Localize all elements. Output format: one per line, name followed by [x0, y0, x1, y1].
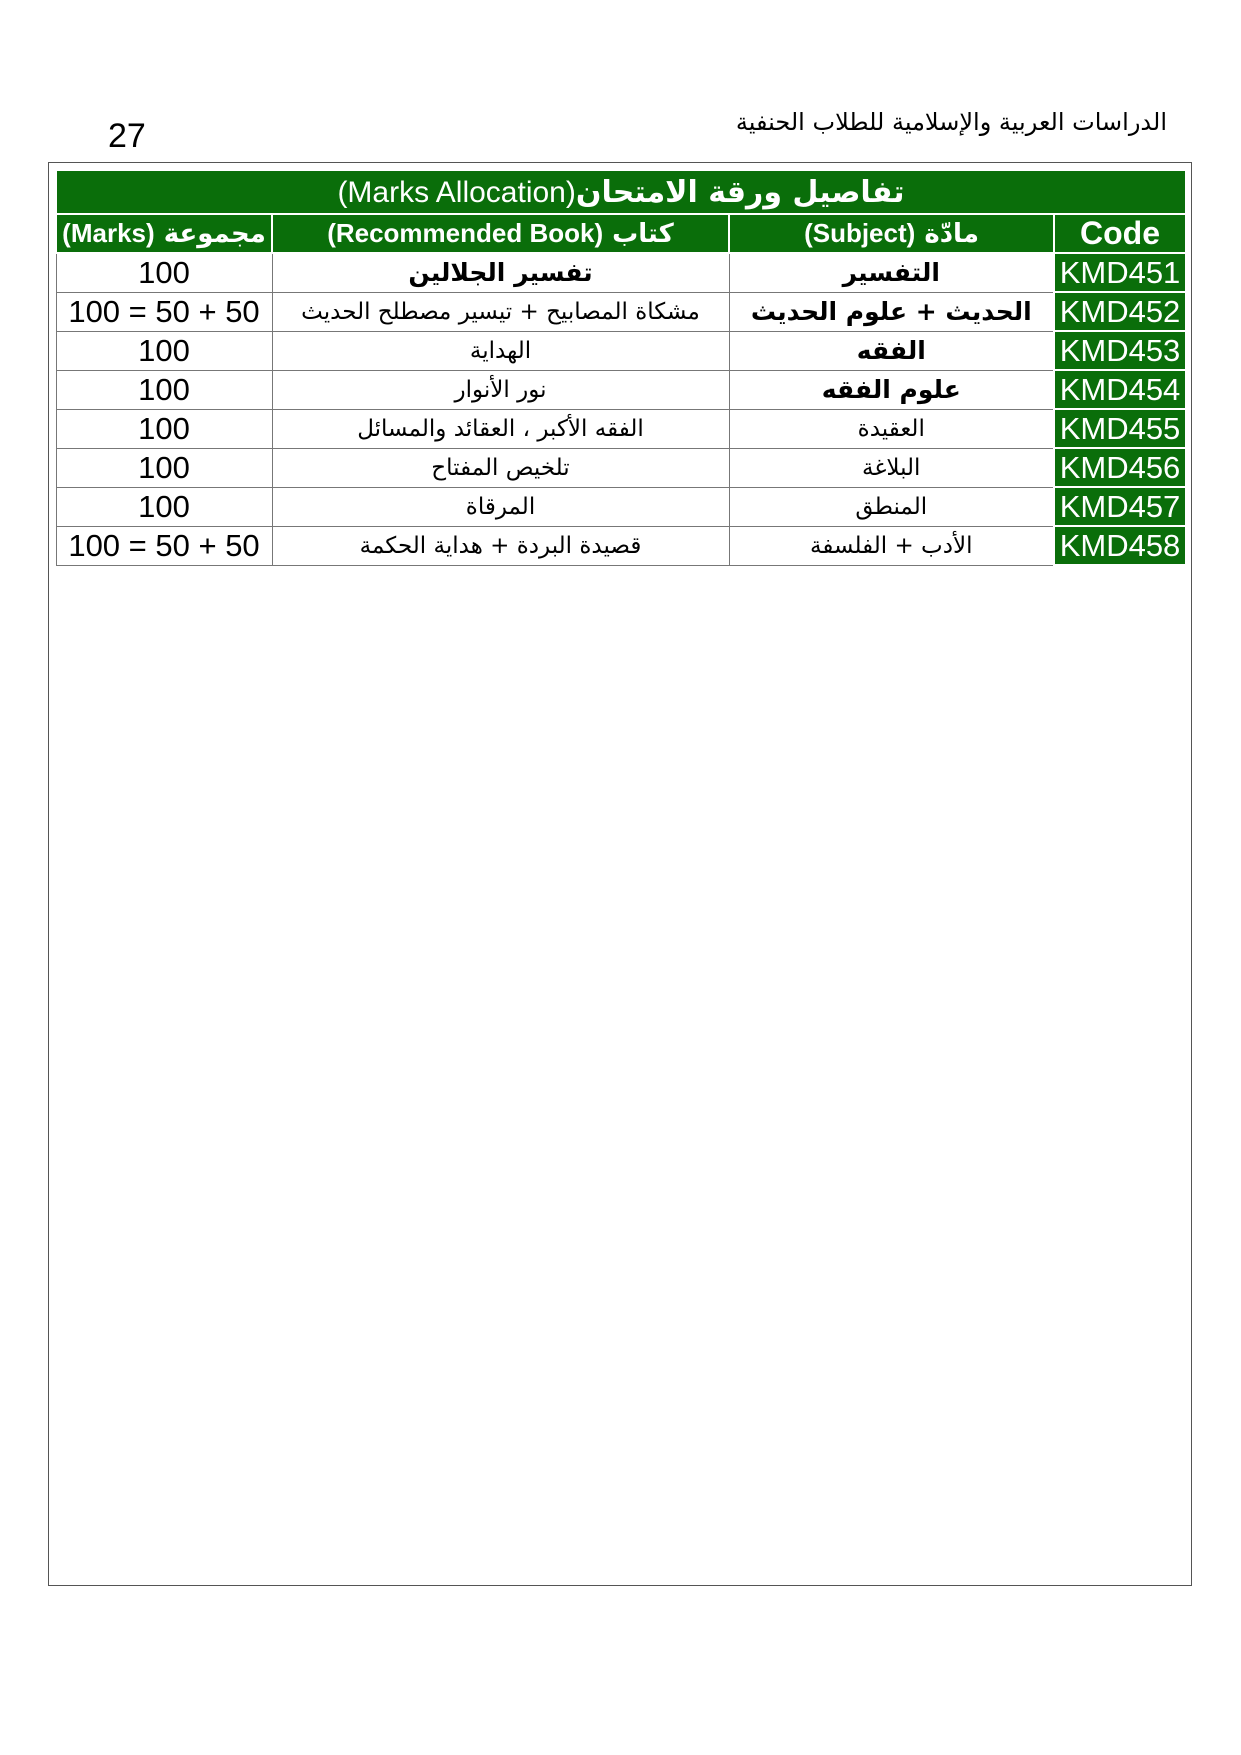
code-cell: KMD451 — [1054, 253, 1186, 292]
marks-cell: 100 — [56, 409, 272, 448]
column-header-marks-ar: مجموعة — [163, 219, 266, 249]
marks-cell: 100 — [56, 487, 272, 526]
table-row — [56, 331, 1186, 370]
subject-cell: الحديث + علوم الحديث — [729, 292, 1054, 331]
running-header: الدراسات العربية والإسلامية للطلاب الحنفية — [735, 108, 1167, 136]
table-title-ar: تفاصيل ورقة الامتحان — [575, 174, 905, 210]
code-cell: KMD453 — [1054, 331, 1186, 370]
subject-cell: البلاغة — [729, 448, 1054, 487]
marks-cell: 100 — [56, 448, 272, 487]
table-row — [56, 526, 1186, 565]
book-cell: تفسير الجلالين — [272, 253, 729, 292]
book-cell: المرقاة — [272, 487, 729, 526]
table-title — [56, 170, 1186, 214]
subject-cell: العقيدة — [729, 409, 1054, 448]
marks-allocation-table — [55, 169, 1187, 566]
code-cell: KMD454 — [1054, 370, 1186, 409]
book-cell: نور الأنوار — [272, 370, 729, 409]
book-cell: قصيدة البردة + هداية الحكمة — [272, 526, 729, 565]
marks-cell: 100 = 50 + 50 — [56, 526, 272, 565]
page-frame — [48, 162, 1192, 1586]
book-cell: تلخيص المفتاح — [272, 448, 729, 487]
subject-cell: علوم الفقه — [729, 370, 1054, 409]
table-header-row — [56, 214, 1186, 253]
page-number: 27 — [108, 117, 146, 155]
book-cell: الهداية — [272, 331, 729, 370]
subject-cell: الأدب + الفلسفة — [729, 526, 1054, 565]
code-cell: KMD455 — [1054, 409, 1186, 448]
code-cell: KMD458 — [1054, 526, 1186, 565]
column-header-subject-en: (Subject) — [804, 218, 916, 248]
book-cell: الفقه الأكبر ، العقائد والمسائل — [272, 409, 729, 448]
table-title-en: (Marks Allocation) — [337, 175, 576, 209]
code-cell: KMD456 — [1054, 448, 1186, 487]
table-row — [56, 487, 1186, 526]
marks-cell: 100 — [56, 331, 272, 370]
column-header-book-ar: كتاب — [612, 219, 674, 249]
table-row — [56, 370, 1186, 409]
column-header-marks-en: (Marks) — [62, 218, 155, 248]
marks-cell: 100 — [56, 370, 272, 409]
table-row — [56, 409, 1186, 448]
column-header-marks — [56, 214, 272, 253]
column-header-subject-ar: مادّة — [924, 219, 979, 249]
column-header-book — [272, 214, 729, 253]
code-cell: KMD452 — [1054, 292, 1186, 331]
marks-cell: 100 — [56, 253, 272, 292]
column-header-book-en: (Recommended Book) — [327, 218, 604, 248]
table-row — [56, 292, 1186, 331]
table-row — [56, 448, 1186, 487]
marks-cell: 100 = 50 + 50 — [56, 292, 272, 331]
column-header-code: Code — [1054, 214, 1186, 253]
book-cell: مشكاة المصابيح + تيسير مصطلح الحديث — [272, 292, 729, 331]
subject-cell: الفقه — [729, 331, 1054, 370]
column-header-subject — [729, 214, 1054, 253]
code-cell: KMD457 — [1054, 487, 1186, 526]
table-row — [56, 253, 1186, 292]
table-title-row — [56, 170, 1186, 214]
subject-cell: المنطق — [729, 487, 1054, 526]
subject-cell: التفسير — [729, 253, 1054, 292]
